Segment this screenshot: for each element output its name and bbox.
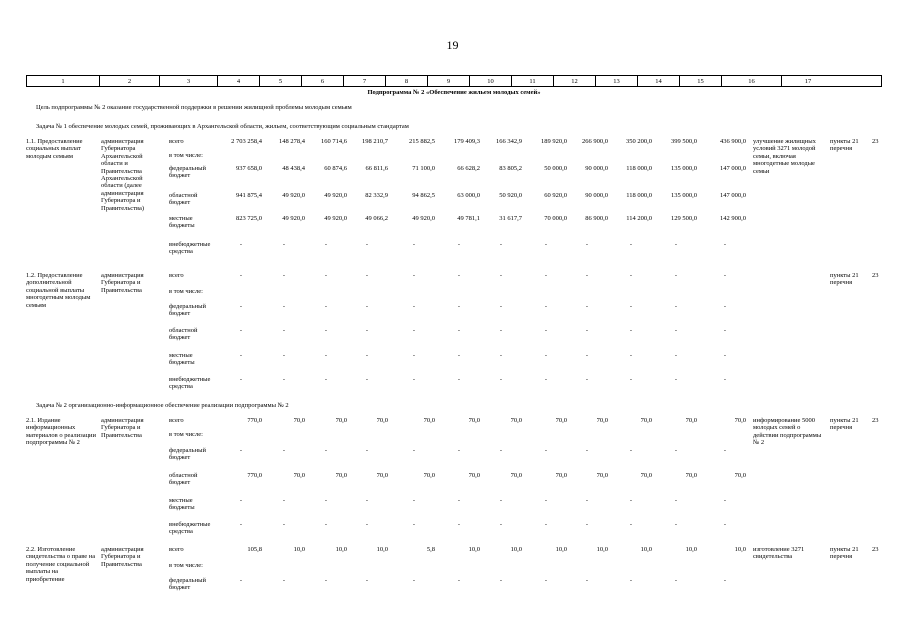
- task1-text: Задача № 1 обеспечение молодых семей, проживающих в Архангельской области, жильем, соответствующим социальным стандартам: [36, 123, 409, 130]
- header-col-2: 2: [100, 76, 160, 86]
- row3-label-total: всего: [169, 417, 184, 424]
- row3-local-dash: -: [412, 497, 416, 504]
- row4-label-federal: федеральный бюджет: [169, 577, 206, 592]
- header-col-11: 11: [512, 76, 554, 86]
- header-col-10: 10: [470, 76, 512, 86]
- row3-label-incl: в том числе:: [169, 431, 203, 438]
- row2-label-incl: в том числе:: [169, 288, 203, 295]
- row1-federal-cell: 90 000,0: [585, 165, 608, 172]
- row4-label-incl: в том числе:: [169, 562, 203, 569]
- row2-regional-dash: -: [674, 327, 678, 334]
- row1-local-cell: 114 200,0: [626, 215, 652, 222]
- row3-points: пункты 21 перечня: [830, 417, 859, 432]
- row2-federal-dash: -: [499, 303, 503, 310]
- row3-local-dash: -: [457, 497, 461, 504]
- row1-local-cell: 49 066,2: [365, 215, 388, 222]
- row2-regional-dash: -: [629, 327, 633, 334]
- row2-total-dash: -: [239, 272, 243, 279]
- row1-federal-cell: 71 100,0: [412, 165, 435, 172]
- row3-offbudget-dash: -: [585, 521, 589, 528]
- row2-offbudget-dash: -: [457, 376, 461, 383]
- row3-col18: 23: [872, 417, 879, 424]
- row1-federal-cell: 118 000,0: [626, 165, 652, 172]
- row4-col18: 23: [872, 546, 879, 553]
- row2-total-dash: -: [457, 272, 461, 279]
- row3-offbudget-dash: -: [282, 521, 286, 528]
- row4-federal-dash: -: [239, 577, 243, 584]
- row2-local-dash: -: [324, 352, 328, 359]
- row3-total-cell: 70,0: [685, 417, 697, 424]
- row1-total-cell: 436 900,0: [720, 138, 746, 145]
- row3-result: информирование 5000 молодых семей о действии подпрограммы № 2: [753, 417, 822, 447]
- row2-label-federal: федеральный бюджет: [169, 303, 206, 318]
- header-col-5: 5: [260, 76, 302, 86]
- header-col-7: 7: [344, 76, 386, 86]
- row2-total-dash: -: [723, 272, 727, 279]
- row1-offbudget-dash: -: [457, 241, 461, 248]
- row3-offbudget-dash: -: [544, 521, 548, 528]
- row2-total-dash: -: [544, 272, 548, 279]
- row2-regional-dash: -: [723, 327, 727, 334]
- row1-offbudget-dash: -: [282, 241, 286, 248]
- row3-total-cell: 70,0: [376, 417, 388, 424]
- row3-regional-cell: 70,0: [734, 472, 746, 479]
- row1-total-cell: 179 409,3: [454, 138, 480, 145]
- row4-federal-dash: -: [457, 577, 461, 584]
- row1-federal-cell: 66 811,6: [365, 165, 388, 172]
- row4-total-cell: 10,0: [596, 546, 608, 553]
- row3-offbudget-dash: -: [674, 521, 678, 528]
- row1-offbudget-dash: -: [412, 241, 416, 248]
- row1-regional-cell: 147 000,0: [720, 192, 746, 199]
- row3-regional-cell: 70,0: [468, 472, 480, 479]
- row1-local-cell: 49 781,1: [457, 215, 480, 222]
- row3-label-offbudget: внебюджетные средства: [169, 521, 211, 536]
- row1-federal-cell: 50 000,0: [544, 165, 567, 172]
- row1-points: пункты 21 перечня: [830, 138, 859, 153]
- row2-federal-dash: -: [457, 303, 461, 310]
- row4-total-cell: 10,0: [468, 546, 480, 553]
- row1-regional-cell: 60 920,0: [544, 192, 567, 199]
- row4-total-cell: 10,0: [335, 546, 347, 553]
- row4-federal-dash: -: [499, 577, 503, 584]
- row3-federal-dash: -: [412, 447, 416, 454]
- row2-offbudget-dash: -: [723, 376, 727, 383]
- row2-local-dash: -: [282, 352, 286, 359]
- row1-label-federal: федеральный бюджет: [169, 165, 206, 180]
- row4-federal-dash: -: [365, 577, 369, 584]
- row3-federal-dash: -: [239, 447, 243, 454]
- row2-points: пункты 21 перечня: [830, 272, 859, 287]
- row2-regional-dash: -: [365, 327, 369, 334]
- row1-name: 1.1. Предоставление социальных выплат молодым семьям: [26, 138, 83, 160]
- row3-offbudget-dash: -: [412, 521, 416, 528]
- row2-label-total: всего: [169, 272, 184, 279]
- row3-label-federal: федеральный бюджет: [169, 447, 206, 462]
- row1-total-cell: 215 882,5: [409, 138, 435, 145]
- header-col-14: 14: [638, 76, 680, 86]
- row1-regional-cell: 49 920,0: [282, 192, 305, 199]
- header-col-13: 13: [596, 76, 638, 86]
- row3-total-cell: 70,0: [293, 417, 305, 424]
- row2-local-dash: -: [365, 352, 369, 359]
- row1-total-cell: 166 342,9: [496, 138, 522, 145]
- page-number: 19: [446, 38, 459, 52]
- row2-regional-dash: -: [544, 327, 548, 334]
- row2-regional-dash: -: [324, 327, 328, 334]
- row1-local-cell: 49 920,0: [282, 215, 305, 222]
- row1-federal-cell: 937 658,0: [236, 165, 262, 172]
- row3-regional-cell: 70,0: [423, 472, 435, 479]
- row2-label-local: местные бюджеты: [169, 352, 195, 367]
- row2-federal-dash: -: [239, 303, 243, 310]
- row2-local-dash: -: [499, 352, 503, 359]
- row2-total-dash: -: [282, 272, 286, 279]
- row1-offbudget-dash: -: [674, 241, 678, 248]
- row3-offbudget-dash: -: [457, 521, 461, 528]
- header-col-15: 15: [680, 76, 722, 86]
- row1-regional-cell: 63 000,0: [457, 192, 480, 199]
- row2-label-regional: областной бюджет: [169, 327, 198, 342]
- row1-regional-cell: 82 332,9: [365, 192, 388, 199]
- row1-local-cell: 129 500,0: [671, 215, 697, 222]
- row3-regional-cell: 70,0: [293, 472, 305, 479]
- row4-name: 2.2. Изготовление свидетельства о праве на получение социальной выплаты на приобретение: [26, 546, 96, 583]
- row2-offbudget-dash: -: [365, 376, 369, 383]
- header-col-8: 8: [386, 76, 428, 86]
- table-header-row: [26, 75, 882, 87]
- row1-federal-cell: 135 000,0: [671, 165, 697, 172]
- row4-federal-dash: -: [282, 577, 286, 584]
- row1-total-cell: 266 900,0: [582, 138, 608, 145]
- row2-federal-dash: -: [412, 303, 416, 310]
- row3-local-dash: -: [629, 497, 633, 504]
- row2-offbudget-dash: -: [239, 376, 243, 383]
- row1-total-cell: 189 920,0: [541, 138, 567, 145]
- row4-federal-dash: -: [544, 577, 548, 584]
- row3-regional-cell: 770,0: [247, 472, 262, 479]
- row3-total-cell: 70,0: [555, 417, 567, 424]
- row1-executor: администрация Губернатора Архангельской области и Правительства Архангельской области (далее администрация Губернатора и Правительства): [101, 138, 145, 212]
- row3-local-dash: -: [544, 497, 548, 504]
- row1-federal-cell: 83 805,2: [499, 165, 522, 172]
- row2-total-dash: -: [365, 272, 369, 279]
- row2-local-dash: -: [585, 352, 589, 359]
- row1-local-cell: 70 000,0: [544, 215, 567, 222]
- row3-total-cell: 70,0: [423, 417, 435, 424]
- row1-label-offbudget: внебюджетные средства: [169, 241, 211, 256]
- row1-offbudget-dash: -: [499, 241, 503, 248]
- row4-total-cell: 10,0: [293, 546, 305, 553]
- row1-regional-cell: 941 875,4: [236, 192, 262, 199]
- row3-total-cell: 70,0: [640, 417, 652, 424]
- row3-federal-dash: -: [282, 447, 286, 454]
- row1-label-incl: в том числе:: [169, 152, 203, 159]
- row3-local-dash: -: [585, 497, 589, 504]
- row4-federal-dash: -: [723, 577, 727, 584]
- row4-total-cell: 10,0: [685, 546, 697, 553]
- row3-total-cell: 70,0: [335, 417, 347, 424]
- row3-local-dash: -: [365, 497, 369, 504]
- row4-result: изготовление 3271 свидетельства: [753, 546, 805, 561]
- row2-local-dash: -: [412, 352, 416, 359]
- row3-local-dash: -: [723, 497, 727, 504]
- row3-federal-dash: -: [629, 447, 633, 454]
- row1-local-cell: 49 920,0: [324, 215, 347, 222]
- row2-offbudget-dash: -: [499, 376, 503, 383]
- row3-label-regional: областной бюджет: [169, 472, 198, 487]
- row1-total-cell: 198 210,7: [362, 138, 388, 145]
- row2-name: 1.2. Предоставление дополнительной социальной выплаты многодетным молодым семьям: [26, 272, 91, 309]
- row4-total-cell: 10,0: [376, 546, 388, 553]
- row1-federal-cell: 48 438,4: [282, 165, 305, 172]
- row4-total-cell: 10,0: [510, 546, 522, 553]
- row3-offbudget-dash: -: [629, 521, 633, 528]
- row1-local-cell: 31 617,7: [499, 215, 522, 222]
- header-col-1: 1: [27, 76, 100, 86]
- row1-label-local: местные бюджеты: [169, 215, 195, 230]
- row4-total-cell: 5,8: [426, 546, 435, 553]
- row2-regional-dash: -: [457, 327, 461, 334]
- row4-federal-dash: -: [412, 577, 416, 584]
- row1-regional-cell: 90 000,0: [585, 192, 608, 199]
- row2-total-dash: -: [629, 272, 633, 279]
- header-col-12: 12: [554, 76, 596, 86]
- row1-offbudget-dash: -: [239, 241, 243, 248]
- row3-regional-cell: 70,0: [555, 472, 567, 479]
- row2-local-dash: -: [723, 352, 727, 359]
- row2-federal-dash: -: [282, 303, 286, 310]
- goal-text: Цель подпрограммы № 2 оказание государственной поддержки в решении жилищной проблемы молодым семьям: [36, 104, 352, 111]
- header-col-4: 4: [218, 76, 260, 86]
- row2-local-dash: -: [629, 352, 633, 359]
- row2-executor: администрация Губернатора и Правительства: [101, 272, 144, 294]
- row3-total-cell: 770,0: [247, 417, 262, 424]
- row3-executor: администрация Губернатора и Правительства: [101, 417, 144, 439]
- row2-regional-dash: -: [412, 327, 416, 334]
- row3-local-dash: -: [282, 497, 286, 504]
- row2-local-dash: -: [457, 352, 461, 359]
- row4-label-total: всего: [169, 546, 184, 553]
- row3-total-cell: 70,0: [468, 417, 480, 424]
- row2-local-dash: -: [674, 352, 678, 359]
- row3-offbudget-dash: -: [365, 521, 369, 528]
- row2-offbudget-dash: -: [629, 376, 633, 383]
- row2-federal-dash: -: [365, 303, 369, 310]
- row2-total-dash: -: [412, 272, 416, 279]
- row1-label-total: всего: [169, 138, 184, 145]
- row1-regional-cell: 135 000,0: [671, 192, 697, 199]
- row2-regional-dash: -: [282, 327, 286, 334]
- row1-local-cell: 823 725,0: [236, 215, 262, 222]
- row1-result: улучшение жилищных условий 3271 молодой семьи, включая многодетные молодые семьи: [753, 138, 816, 175]
- row2-federal-dash: -: [585, 303, 589, 310]
- row1-regional-cell: 49 920,0: [324, 192, 347, 199]
- row4-federal-dash: -: [674, 577, 678, 584]
- row1-local-cell: 142 900,0: [720, 215, 746, 222]
- row1-total-cell: 350 200,0: [626, 138, 652, 145]
- header-col-9: 9: [428, 76, 470, 86]
- row1-total-cell: 160 714,6: [321, 138, 347, 145]
- row3-offbudget-dash: -: [239, 521, 243, 528]
- row2-offbudget-dash: -: [544, 376, 548, 383]
- row3-total-cell: 70,0: [596, 417, 608, 424]
- row4-federal-dash: -: [629, 577, 633, 584]
- header-col-16: 16: [722, 76, 782, 86]
- row3-local-dash: -: [499, 497, 503, 504]
- row3-federal-dash: -: [499, 447, 503, 454]
- row3-local-dash: -: [674, 497, 678, 504]
- header-col-17: 17: [804, 78, 812, 85]
- row3-total-cell: 70,0: [510, 417, 522, 424]
- row3-regional-cell: 70,0: [640, 472, 652, 479]
- header-col-3: 3: [160, 76, 218, 86]
- row2-offbudget-dash: -: [412, 376, 416, 383]
- row2-federal-dash: -: [674, 303, 678, 310]
- row3-federal-dash: -: [544, 447, 548, 454]
- row3-federal-dash: -: [457, 447, 461, 454]
- row2-federal-dash: -: [544, 303, 548, 310]
- row3-offbudget-dash: -: [324, 521, 328, 528]
- row1-regional-cell: 118 000,0: [626, 192, 652, 199]
- row3-federal-dash: -: [365, 447, 369, 454]
- row4-total-cell: 10,0: [555, 546, 567, 553]
- row2-federal-dash: -: [629, 303, 633, 310]
- row3-offbudget-dash: -: [723, 521, 727, 528]
- row3-total-cell: 70,0: [734, 417, 746, 424]
- row2-total-dash: -: [585, 272, 589, 279]
- row3-regional-cell: 70,0: [376, 472, 388, 479]
- row3-regional-cell: 70,0: [596, 472, 608, 479]
- row2-offbudget-dash: -: [282, 376, 286, 383]
- row2-offbudget-dash: -: [585, 376, 589, 383]
- row1-offbudget-dash: -: [629, 241, 633, 248]
- row4-executor: администрация Губернатора и Правительства: [101, 546, 144, 568]
- row2-local-dash: -: [239, 352, 243, 359]
- row1-total-cell: 399 500,0: [671, 138, 697, 145]
- row1-local-cell: 86 900,0: [585, 215, 608, 222]
- row3-regional-cell: 70,0: [510, 472, 522, 479]
- row1-total-cell: 2 703 258,4: [231, 138, 262, 145]
- row3-regional-cell: 70,0: [335, 472, 347, 479]
- row2-local-dash: -: [544, 352, 548, 359]
- row1-regional-cell: 50 920,0: [499, 192, 522, 199]
- row2-total-dash: -: [499, 272, 503, 279]
- row2-federal-dash: -: [723, 303, 727, 310]
- subprogram-title: Подпрограмма № 2 «Обеспечение жильем молодых семей»: [367, 89, 541, 96]
- row3-name: 2.1. Издание информационных материалов о реализации подпрограммы № 2: [26, 417, 97, 447]
- row2-label-offbudget: внебюджетные средства: [169, 376, 211, 391]
- header-col-6: 6: [302, 76, 344, 86]
- row2-total-dash: -: [324, 272, 328, 279]
- row3-regional-cell: 70,0: [685, 472, 697, 479]
- task2-text: Задача № 2 организационно-информационное обеспечение реализации подпрограммы № 2: [36, 402, 289, 409]
- row4-total-cell: 10,0: [640, 546, 652, 553]
- row1-offbudget-dash: -: [365, 241, 369, 248]
- row1-offbudget-dash: -: [585, 241, 589, 248]
- row3-offbudget-dash: -: [499, 521, 503, 528]
- row4-points: пункты 21 перечня: [830, 546, 859, 561]
- row1-federal-cell: 147 000,0: [720, 165, 746, 172]
- row1-col18: 23: [872, 138, 879, 145]
- row2-offbudget-dash: -: [324, 376, 328, 383]
- row1-label-regional: областной бюджет: [169, 192, 198, 207]
- row3-label-local: местные бюджеты: [169, 497, 195, 512]
- row1-local-cell: 49 920,0: [412, 215, 435, 222]
- row2-offbudget-dash: -: [674, 376, 678, 383]
- row2-regional-dash: -: [499, 327, 503, 334]
- row3-federal-dash: -: [674, 447, 678, 454]
- row2-regional-dash: -: [239, 327, 243, 334]
- row4-federal-dash: -: [585, 577, 589, 584]
- row2-total-dash: -: [674, 272, 678, 279]
- row3-federal-dash: -: [324, 447, 328, 454]
- row3-federal-dash: -: [723, 447, 727, 454]
- row2-col18: 23: [872, 272, 879, 279]
- row3-local-dash: -: [324, 497, 328, 504]
- row4-total-cell: 10,0: [734, 546, 746, 553]
- row1-offbudget-dash: -: [324, 241, 328, 248]
- row1-total-cell: 148 278,4: [279, 138, 305, 145]
- row4-federal-dash: -: [324, 577, 328, 584]
- row1-offbudget-dash: -: [544, 241, 548, 248]
- row1-offbudget-dash: -: [723, 241, 727, 248]
- row1-regional-cell: 94 862,5: [412, 192, 435, 199]
- row3-local-dash: -: [239, 497, 243, 504]
- row1-federal-cell: 60 874,6: [324, 165, 347, 172]
- row2-regional-dash: -: [585, 327, 589, 334]
- row4-total-cell: 105,8: [247, 546, 262, 553]
- row3-federal-dash: -: [585, 447, 589, 454]
- row1-federal-cell: 66 628,2: [457, 165, 480, 172]
- row2-federal-dash: -: [324, 303, 328, 310]
